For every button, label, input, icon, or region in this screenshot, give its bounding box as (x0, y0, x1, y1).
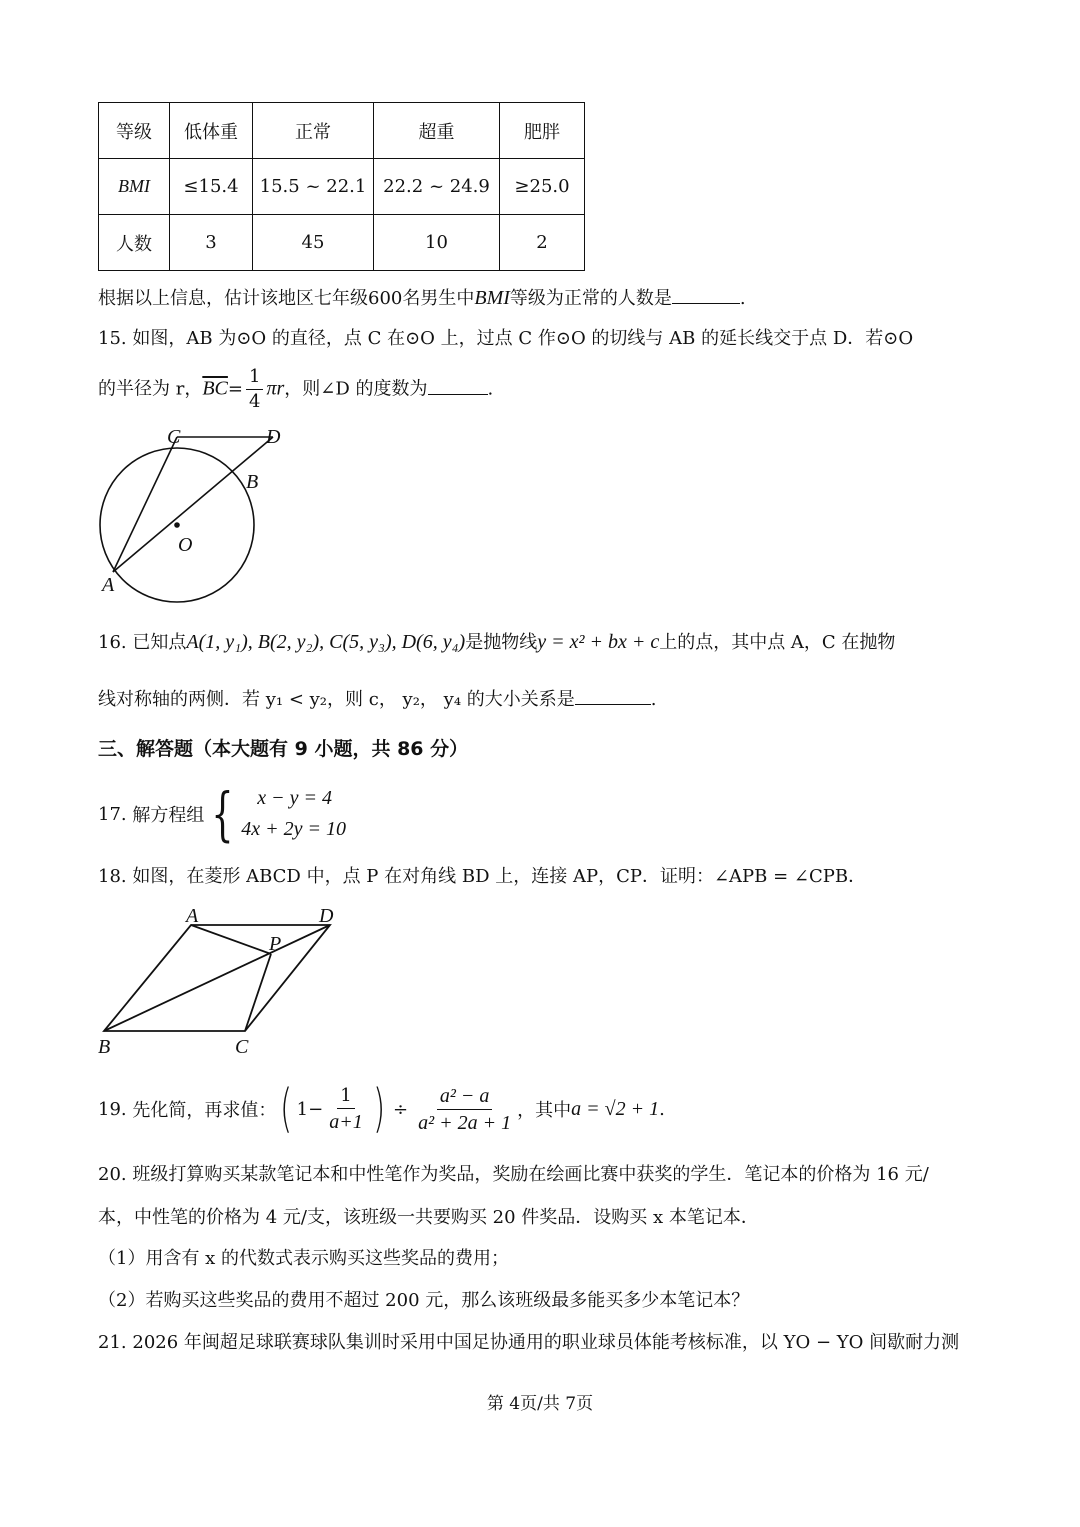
page-footer: 第 4页/共 7页 (486, 1394, 594, 1414)
table-cell: 45 (253, 215, 374, 271)
label-a: A (102, 574, 115, 596)
segment-ap (191, 925, 271, 954)
q20-line1: 20. 班级打算购买某款笔记本和中性笔作为奖品，奖励在绘画比赛中获奖的学生．笔记本的价格为 16 元/ (98, 1164, 929, 1185)
equation-system: x − y = 4 4x + 2y = 10 (241, 787, 347, 840)
q20-sub2: （2）若购买这些奖品的费用不超过 200 元，那么该班级最多能买多少本笔记本？ (98, 1290, 750, 1311)
table-header-row (99, 103, 585, 159)
table-cell: ≤15.4 (170, 159, 253, 215)
label-d: D (266, 426, 281, 448)
table-cell: 低体重 (170, 103, 253, 159)
circle-tangent-figure (90, 422, 300, 612)
answer-blank (575, 688, 651, 705)
label-b: B (98, 1036, 111, 1058)
table-cell: BMI (99, 159, 170, 215)
table-cell: 2 (500, 215, 585, 271)
q17: 17. 解方程组 { x − y = 4 4x + 2y = 10 (98, 780, 347, 848)
q15-line1: 15. 如图，AB 为⊙O 的直径，点 C 在⊙O 上，过点 C 作⊙O 的切线与 AB 的延长线交于点 D．若⊙O (98, 328, 914, 349)
brace: { (211, 780, 234, 848)
table-cell: 3 (170, 215, 253, 271)
table-cell: 肥胖 (500, 103, 585, 159)
bmi-table (98, 102, 585, 271)
table-cell: ≥25.0 (500, 159, 585, 215)
q20-sub1: （1）用含有 x 的代数式表示购买这些奖品的费用； (98, 1248, 510, 1269)
rhombus-figure (92, 903, 342, 1063)
label-p: P (269, 933, 282, 955)
q16-line2: 线对称轴的两侧．若 y₁ < y₂，则 c， y₂， y₄ 的大小关系是 . (98, 689, 657, 710)
table-cell: 10 (374, 215, 500, 271)
table-cell: 超重 (374, 103, 500, 159)
fraction: $\frac{1}{4}$ (246, 368, 263, 411)
q19: 19. 先化简，再求值： ( 1− $\frac{1}{a+1}$ ) ÷ $\frac{\text{a² − a}}{\text{a² + 2a + 1}}$ ，其中 a = √2 + 1 . (98, 1079, 665, 1139)
table-cell: 15.5 ~ 22.1 (253, 159, 374, 215)
center-point (174, 522, 180, 528)
label-d: D (319, 905, 334, 927)
q18-text: 18. 如图，在菱形 ABCD 中，点 P 在对角线 BD 上，连接 AP，CP．证明：∠APB = ∠CPB． (98, 866, 867, 887)
arc-bc: $\overline{BC}$ (202, 377, 228, 400)
label-c: C (167, 426, 181, 448)
table-cell: 人数 (99, 215, 170, 271)
label-c: C (235, 1036, 249, 1058)
q21-line1: 21. 2026 年闽超足球联赛球队集训时采用中国足协通用的职业球员体能考核标准，以 YO − YO 间歇耐力测 (98, 1332, 960, 1353)
table-cell: 正常 (253, 103, 374, 159)
table-cell: 22.2 ~ 24.9 (374, 159, 500, 215)
q14-text: 根据以上信息，估计该地区七年级600名男生中BMI等级为正常的人数是 . (98, 287, 746, 309)
fraction: $\frac{\text{a² − a}}{\text{a² + 2a + 1}}$ (418, 1084, 512, 1134)
diagonal-bd (104, 925, 330, 1031)
label-o: O (178, 534, 193, 556)
q20-line2: 本，中性笔的价格为 4 元/支，该班级一共要购买 20 件奖品．设购买 x 本笔记本． (98, 1207, 759, 1228)
q16-line1: 16. 已知点A(1, y₁), B(2, y₂), C(5, y₃), D(6, y₄)是抛物线y = x² + bx + c上的点，其中点 A，C 在抛物 (98, 631, 896, 653)
fraction: $\frac{1}{a+1}$ (329, 1084, 363, 1133)
chord-ac (113, 437, 177, 572)
label-a: A (186, 905, 199, 927)
table-row (99, 215, 585, 271)
table-row (99, 159, 585, 215)
q15-line2: 的半径为 r，$\overline{BC}=$ $\frac{1}{4}$ πr，则∠D 的度数为 . (98, 366, 494, 412)
table-cell: 等级 (99, 103, 170, 159)
answer-blank (672, 287, 740, 304)
segment-cp (245, 954, 271, 1031)
label-b: B (246, 471, 259, 493)
answer-blank (428, 378, 488, 395)
section-title: 三、解答题（本大题有 9 小题，共 86 分） (98, 738, 469, 760)
